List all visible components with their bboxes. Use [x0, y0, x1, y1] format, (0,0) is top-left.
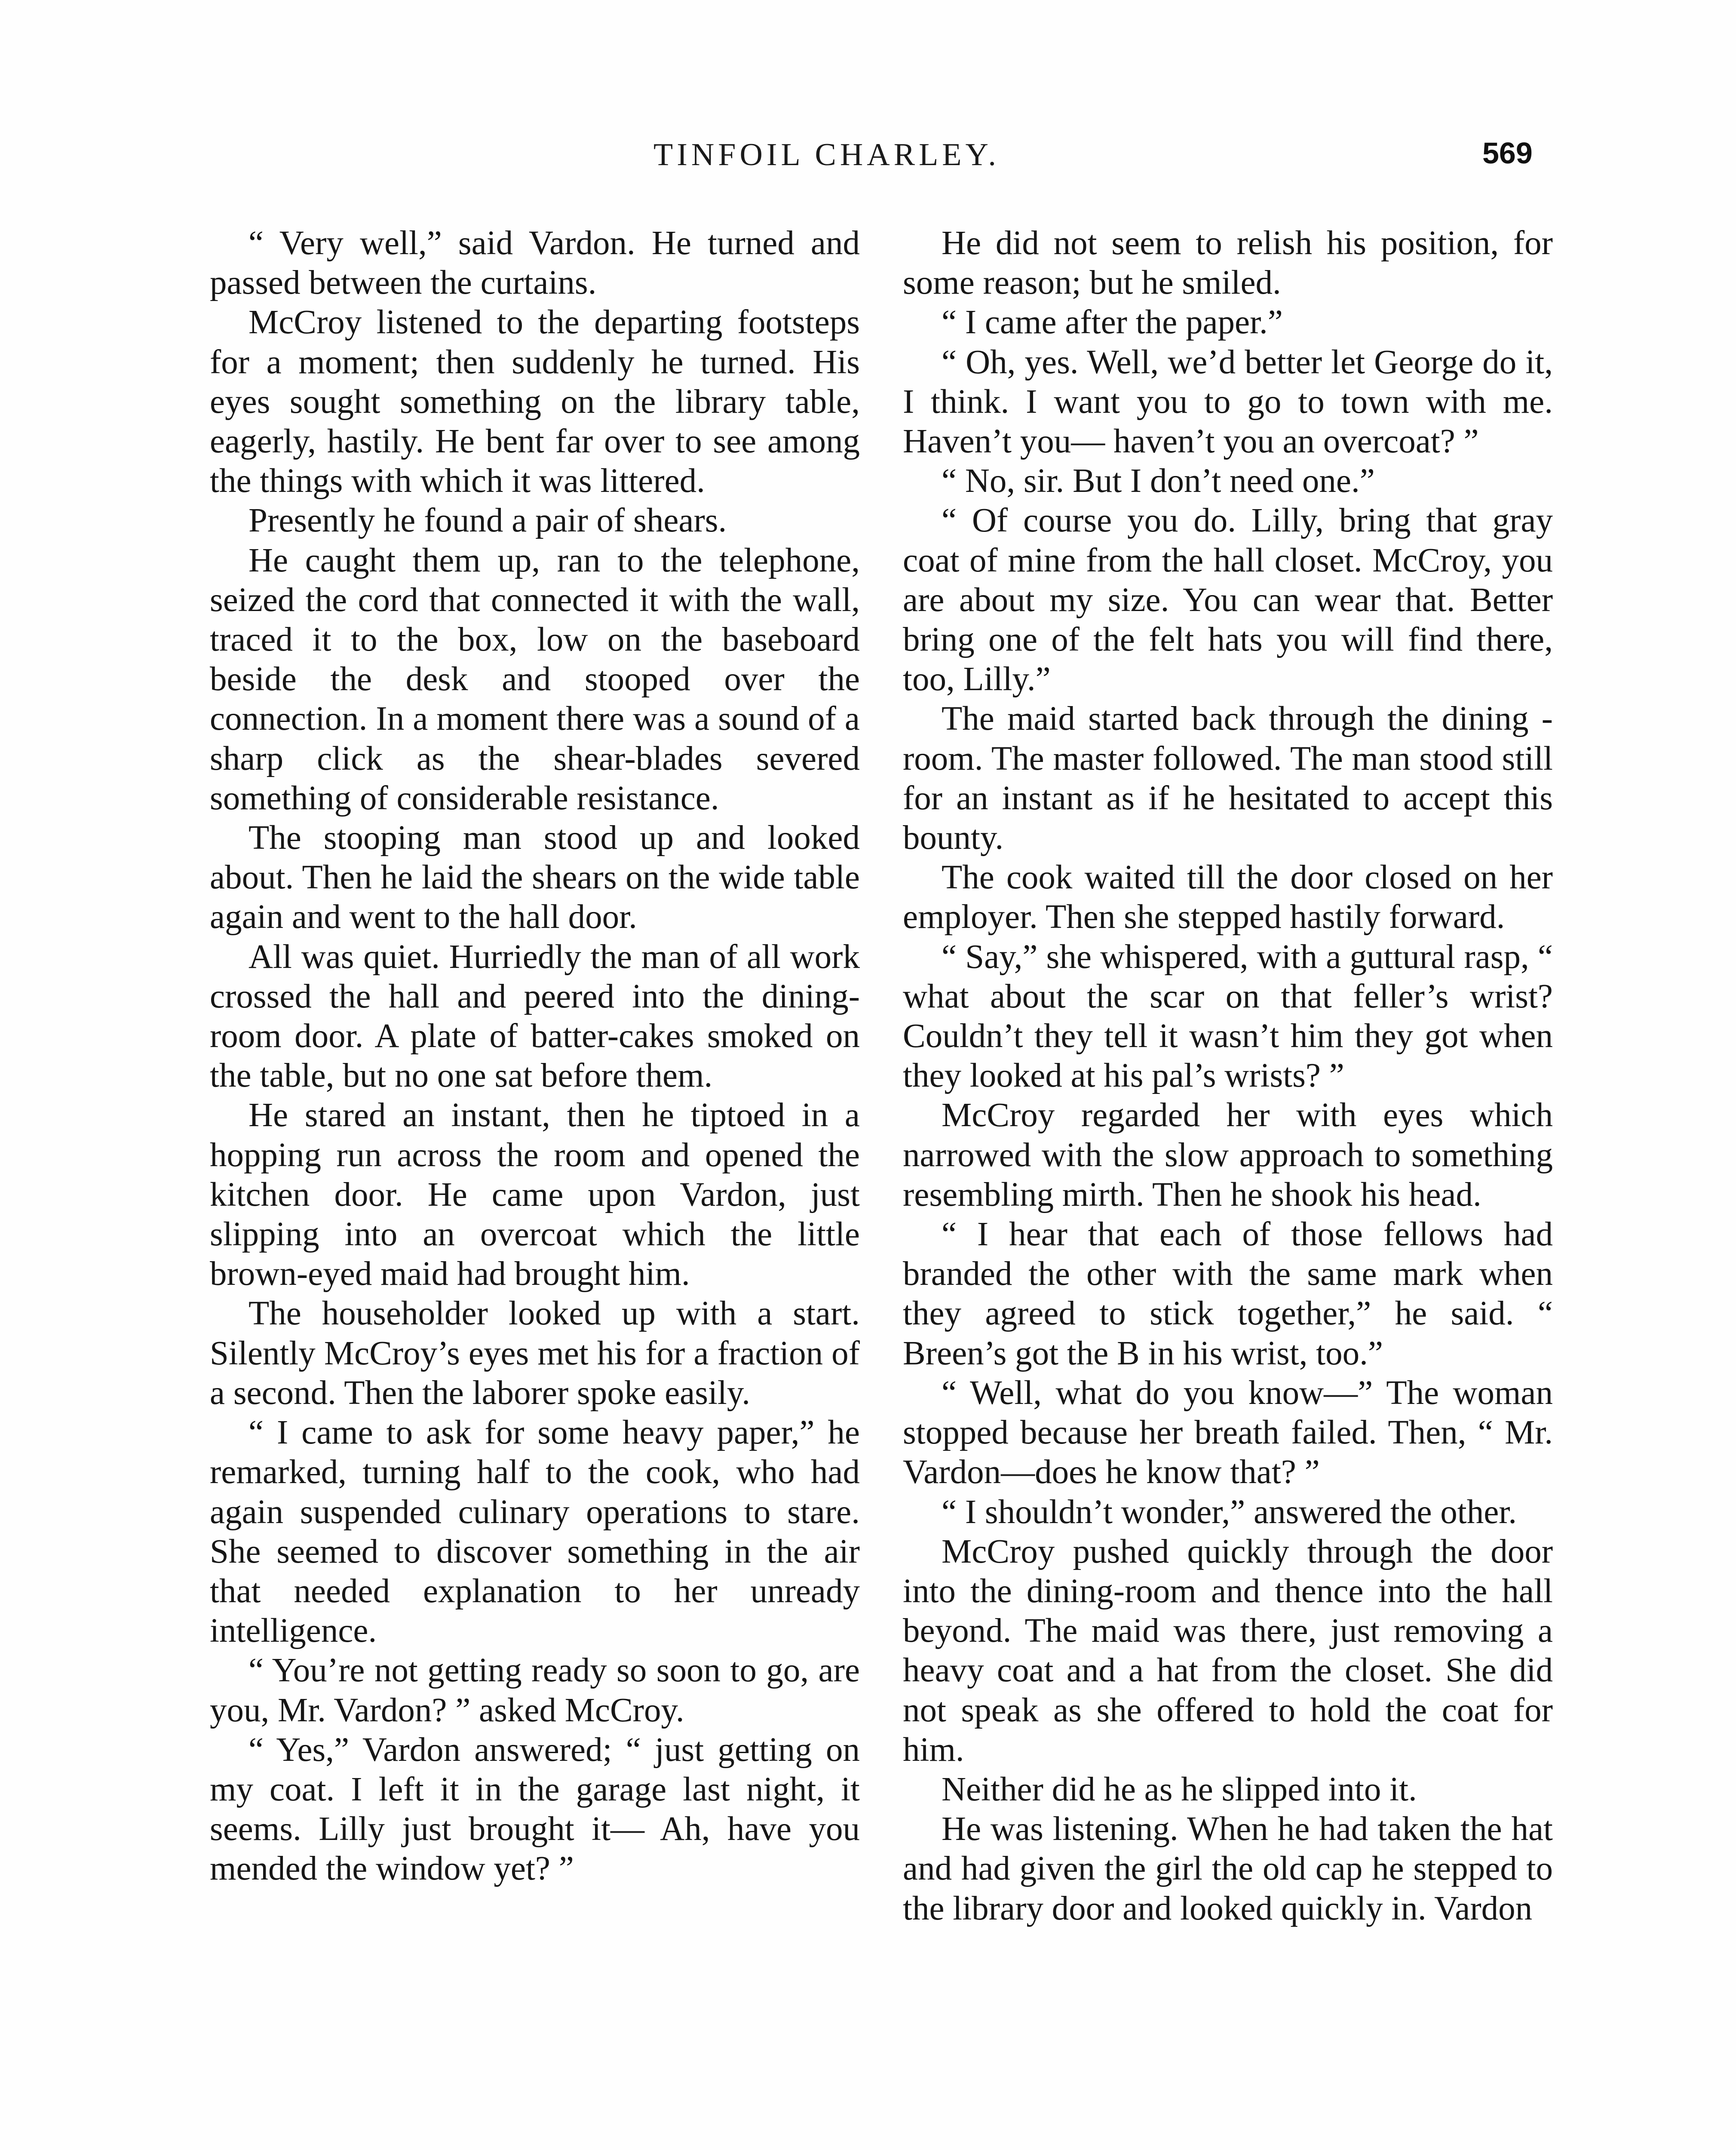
paragraph: “ Very well,” said Vardon. He turned and passed between the curtains.	[210, 224, 860, 302]
paragraph: “ I came after the paper.”	[942, 304, 1283, 341]
paragraph: McCroy listened to the departing footsteps for a moment; then suddenly he turned. His eyes sought something on the library table, eagerly, hastily. He bent far over to see among the things with which it was littered.	[210, 304, 860, 500]
page-number: 569	[1482, 136, 1533, 170]
paragraph: He did not seem to relish his position, for some reason; but he smiled.	[903, 224, 1553, 302]
paragraph: The householder looked up with a start. Silently McCroy’s eyes met his for a fraction of a second. Then the laborer spoke easily.	[210, 1295, 860, 1412]
paragraph: Presently he found a pair of shears.	[248, 502, 727, 540]
paragraph: He stared an instant, then he tiptoed in a hopping run across the room and opened the kitchen door. He came upon Vardon, just slipping into an overcoat which the little brown-eyed maid had brought him.	[210, 1096, 860, 1293]
paragraph: “ Yes,” Vardon answered; “ just getting on my coat. I left it in the garage last night, it seems. Lilly just brought it— Ah, have you mended the window yet? ”	[210, 1731, 860, 1888]
paragraph: “ Oh, yes. Well, we’d better let George do it, I think. I want you to go to town with me. Haven’t you— haven’t you an overcoat? ”	[903, 343, 1553, 461]
paragraph: The stooping man stood up and looked about. Then he laid the shears on the wide table again and went to the hall door.	[210, 819, 860, 936]
running-title: TINFOIL CHARLEY.	[653, 137, 1000, 172]
paragraph: “ I hear that each of those fellows had branded the other with the same mark when they agreed to stick together,” he said. “ Breen’s got the B in his wrist, too.”	[903, 1216, 1553, 1372]
paragraph: “ No, sir. But I don’t need one.”	[942, 462, 1375, 500]
text-column-right	[903, 224, 1553, 1929]
text-column-left	[210, 224, 860, 1889]
paragraph: McCroy pushed quickly through the door into the dining-room and thence into the hall beyond. The maid was there, just removing a heavy coat and a hat from the closet. She did not speak as she offered to hold the coat for him.	[903, 1533, 1553, 1769]
paragraph: “ You’re not getting ready so soon to go, are you, Mr. Vardon? ” asked McCroy.	[210, 1652, 860, 1729]
paragraph: He was listening. When he had taken the hat and had given the girl the old cap he stepped to the library door and looked quickly in. Vardon	[903, 1810, 1553, 1927]
paragraph: “ I shouldn’t wonder,” answered the other.	[942, 1493, 1517, 1531]
paragraph: Neither did he as he slipped into it.	[942, 1770, 1417, 1808]
paragraph: “ Say,” she whispered, with a guttural rasp, “ what about the scar on that feller’s wrist? Couldn’t they tell it wasn’t him they got when they looked at his pal’s wrists? ”	[903, 938, 1553, 1095]
paragraph: The cook waited till the door closed on her employer. Then she stepped hastily forward.	[903, 859, 1553, 936]
paragraph: The maid started back through the dining - room. The master followed. The man stood still for an instant as if he hesitated to accept this bounty.	[903, 700, 1553, 857]
paragraph: “ Well, what do you know—” The woman stopped because her breath failed. Then, “ Mr. Vardon—does he know that? ”	[903, 1374, 1553, 1491]
paragraph: He caught them up, ran to the telephone, seized the cord that connected it with the wall, traced it to the box, low on the baseboard beside the desk and stooped over the connection. In a moment there was a sound of a sharp click as the shear-blades severed something of considerable resistance.	[210, 541, 860, 817]
paragraph: “ I came to ask for some heavy paper,” he remarked, turning half to the cook, who had again suspended culinary operations to stare. She seemed to discover something in the air that needed explanation to her unready intelligence.	[210, 1414, 860, 1650]
paragraph: All was quiet. Hurriedly the man of all work crossed the hall and peered into the dining-room door. A plate of batter-cakes smoked on the table, but no one sat before them.	[210, 938, 860, 1095]
paragraph: “ Of course you do. Lilly, bring that gray coat of mine from the hall closet. McCroy, you are about my size. You can wear that. Better bring one of the felt hats you will find there, too, Lilly.”	[903, 502, 1553, 698]
paragraph: McCroy regarded her with eyes which narrowed with the slow approach to something resembling mirth. Then he shook his head.	[903, 1096, 1553, 1213]
